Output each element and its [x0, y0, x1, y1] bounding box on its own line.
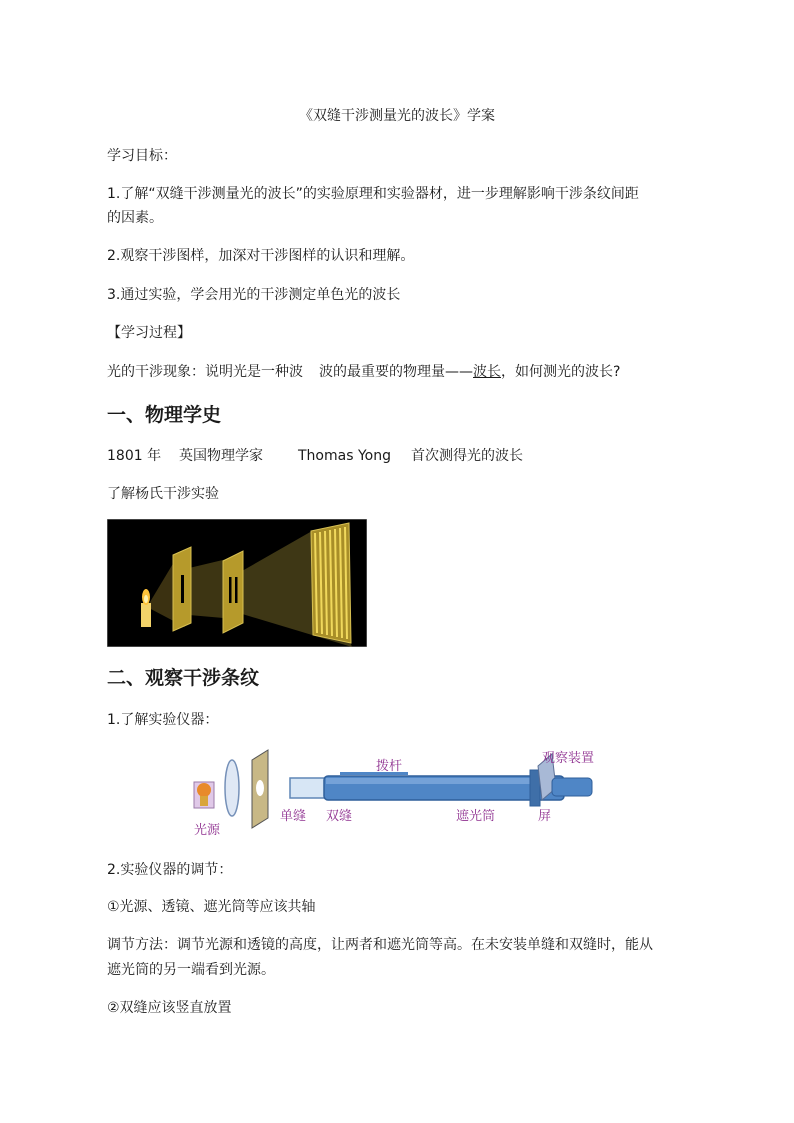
objective-1-line-1: 1.了解“双缝干涉测量光的波长”的实验原理和实验器材，进一步理解影响干涉条纹间距: [107, 186, 639, 202]
history-event: 首次测得光的波长: [411, 448, 523, 464]
young-experiment-image: [107, 519, 367, 647]
label-tube: 遮光筒: [456, 809, 496, 824]
label-lever: 拨杆: [376, 759, 403, 774]
label-single-slit: 单缝: [280, 809, 307, 824]
objective-2: 2.观察干涉图样，加深对干涉图样的认识和理解。: [107, 248, 415, 264]
label-observer: 观察装置: [542, 751, 595, 766]
history-person: Thomas Yong: [298, 448, 391, 464]
adjustment-step-1: ①光源、透镜、遮光筒等应该共轴: [107, 899, 316, 915]
objectives-heading: 学习目标：: [107, 148, 177, 164]
label-screen: 屏: [538, 809, 552, 824]
label-double-slit: 双缝: [326, 809, 353, 824]
light-source-icon: [194, 782, 214, 808]
adjustment-method-line-1: 调节方法：调节光源和透镜的高度，让两者和遮光筒等高。在未安装单缝和双缝时，能从: [107, 937, 653, 953]
young-caption: 了解杨氏干涉实验: [107, 486, 219, 502]
eyepiece-icon: [552, 778, 592, 796]
process-intro: [107, 362, 620, 382]
page-title: 《双缝干涉测量光的波长》学案: [299, 108, 495, 124]
wavelength-underlined: 波长: [473, 364, 501, 380]
label-light-source: 光源: [194, 823, 221, 838]
adjustment-step-2: ②双缝应该竖直放置: [107, 1000, 232, 1016]
history-year: 1801 年: [107, 448, 162, 464]
objective-1-line-2: 的因素。: [107, 210, 163, 226]
lens-icon: [225, 760, 239, 816]
apparatus-diagram: [190, 748, 610, 842]
adjustment-method-line-2: 遮光筒的另一端看到光源。: [107, 962, 275, 978]
process-intro-a: 光的干涉现象：说明光是一种波: [107, 364, 303, 380]
process-intro-c: ，如何测光的波长?: [501, 364, 621, 380]
apparatus-intro: 1.了解实验仪器：: [107, 712, 219, 728]
objective-3: 3.通过实验，学会用光的干涉测定单色光的波长: [107, 287, 401, 303]
adjustment-heading: 2.实验仪器的调节：: [107, 862, 233, 878]
process-intro-b: 波的最重要的物理量——: [319, 364, 473, 380]
history-nation: 英国物理学家: [179, 448, 263, 464]
process-heading: 【学习过程】: [107, 325, 191, 341]
section-1-heading: 一、物理学史: [107, 404, 222, 426]
section-2-heading: 二、观察干涉条纹: [107, 667, 260, 689]
